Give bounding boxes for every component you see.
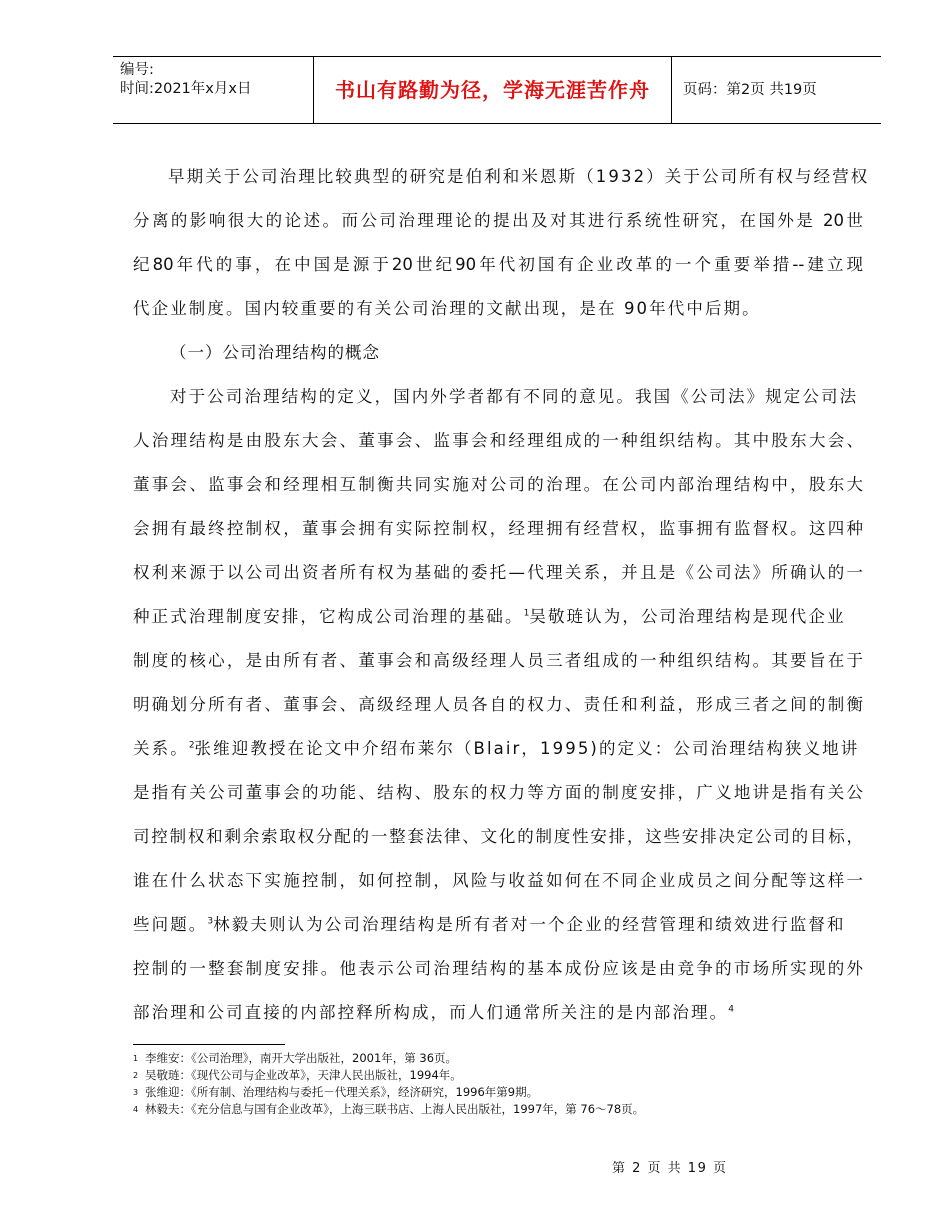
footnote-separator [133,1044,285,1045]
footnote-number: 4 [133,1105,139,1114]
body-line: 是指有关公司董事会的功能、结构、股东的权力等方面的制度安排，广义地讲是指有关公 [133,783,863,802]
footnote-text: 吴敬琏：《现代公司与企业改革》，天津人民出版社，1994年。 [145,1068,462,1082]
body-text: 部治理和公司直接的内部控释所构成，而人们通常所关注的是内部治理。 [133,1003,729,1022]
body-line: 明确划分所有者、董事会、高级经理人员各自的权力、责任和利益，形成三者之间的制衡 [133,695,863,714]
footnote-ref[interactable]: 1 [523,608,530,619]
header-divider [671,57,672,123]
document-time-label: 时间:2021年x月x日 [120,81,252,97]
footnote-text: 张维迎：《所有制、治理结构与委托－代理关系》，经济研究，1996年第9期。 [145,1085,539,1099]
footnote-item [133,1085,538,1100]
body-line [133,738,863,760]
header-motto: 书山有路勤为径，学海无涯苦作舟 [335,78,650,102]
body-line: 早期关于公司治理比较典型的研究是伯利和米恩斯（1932）关于公司所有权与经营权 [168,167,870,186]
body-line: 分离的影响很大的论述。而公司治理理论的提出及对其进行系统性研究，在国外是 20世 [133,211,863,230]
body-line: 对于公司治理结构的定义，国内外学者都有不同的意见。我国《公司法》规定公司法 [170,387,859,406]
footnote-ref[interactable]: 3 [207,916,214,927]
footnote-ref[interactable]: 2 [188,740,195,751]
footnote-ref[interactable]: 4 [728,1004,734,1015]
body-text: 张维迎教授在论文中介绍布莱尔（Blair，1995)的定义：公司治理结构狭义地讲 [194,739,860,758]
document-number-label: 编号: [120,62,154,78]
body-line: 权利来源于以公司出资者所有权为基础的委托—代理关系，并且是《公司法》所确认的一 [133,563,863,582]
body-line: 人治理结构是由股东大会、董事会、监事会和经理组成的一种组织结构。其中股东大会、 [133,431,863,450]
body-line: 董事会、监事会和经理相互制衡共同实施对公司的治理。在公司内部治理结构中，股东大 [133,475,863,494]
header-page-info: 页码：第2页 共19页 [683,82,817,98]
body-line: 会拥有最终控制权，董事会拥有实际控制权，经理拥有经营权，监事拥有监督权。这四种 [133,519,863,538]
footnote-number: 3 [133,1088,139,1097]
body-line [133,1002,863,1024]
body-line [133,914,863,936]
footnote-number: 1 [133,1054,139,1063]
footnote-item [133,1068,462,1083]
body-text: 吴敬琏认为，公司治理结构是现代企业 [529,607,846,626]
body-line: 司控制权和剩余索取权分配的一整套法律、文化的制度性安排，这些安排决定公司的目标， [133,827,863,846]
page-footer: 第 2 页 共 19 页 [612,1161,728,1176]
section-heading: （一）公司治理结构的概念 [170,343,380,362]
body-line: 代企业制度。国内较重要的有关公司治理的文献出现，是在 90年代中后期。 [133,299,761,318]
header-meta [120,61,310,99]
footnote-number: 2 [133,1071,139,1080]
body-text: 种正式治理制度安排，它构成公司治理的基础。 [133,607,524,626]
body-line [133,606,863,628]
body-line: 纪80年代的事，在中国是源于20世纪90年代初国有企业改革的一个重要举措--建立现 [133,255,863,274]
footnote-item [133,1051,457,1066]
body-line: 谁在什么状态下实施控制，如何控制，风险与收益如何在不同企业成员之间分配等这样一 [133,871,863,890]
footnote-item [133,1102,644,1117]
body-text: 林毅夫则认为公司治理结构是所有者对一个企业的经营管理和绩效进行监督和 [213,915,846,934]
page-header [113,56,881,124]
footnote-text: 李维安：《公司治理》，南开大学出版社，2001年，第 36页。 [145,1051,458,1065]
body-line: 制度的核心，是由所有者、董事会和高级经理人员三者组成的一种组织结构。其要旨在于 [133,651,863,670]
body-line: 控制的一整套制度安排。他表示公司治理结构的基本成份应该是由竞争的市场所实现的外 [133,959,863,978]
body-text: 关系。 [133,739,189,758]
footnote-text: 林毅夫：《充分信息与国有企业改革》，上海三联书店、上海人民出版社，1997年，第 76～78页。 [145,1102,645,1116]
body-text: 些问题。 [133,915,208,934]
